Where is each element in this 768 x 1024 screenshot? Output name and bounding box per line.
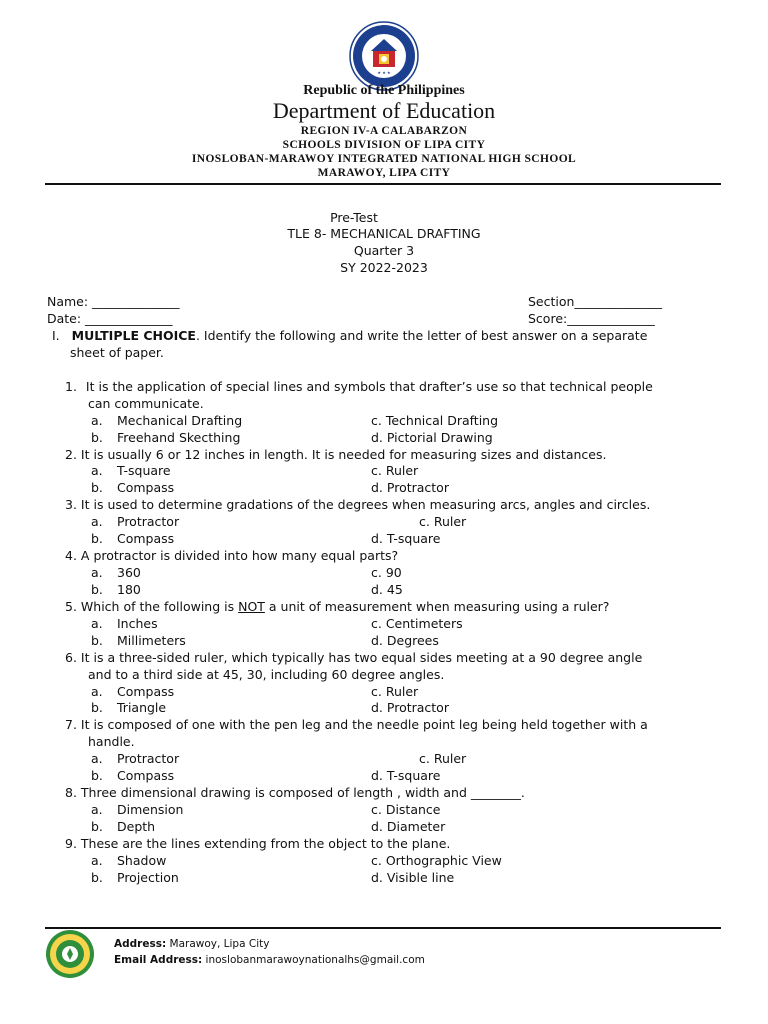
choice-text: Compass <box>117 480 175 495</box>
instructions-number: I. <box>52 328 60 343</box>
choice-b[interactable] <box>91 633 186 648</box>
question-2 <box>65 447 606 462</box>
choice-b[interactable] <box>91 819 155 834</box>
address-label: Address: <box>114 938 167 950</box>
choice-letter: b. <box>91 768 103 783</box>
name-field[interactable]: Name: ______________ <box>47 294 180 309</box>
footer-divider <box>45 927 721 929</box>
header-divider <box>45 183 721 185</box>
choice-letter: a. <box>91 684 103 699</box>
choice-b[interactable] <box>91 768 174 783</box>
choice-text: Compass <box>117 684 175 699</box>
svg-text:★ ★ ★: ★ ★ ★ <box>377 70 391 75</box>
question-9 <box>65 836 450 851</box>
question-number: 6. <box>65 650 77 665</box>
question-6 <box>65 650 642 665</box>
address-value: Marawoy, Lipa City <box>166 938 270 950</box>
choice-text: Millimeters <box>117 633 186 648</box>
question-text: Which of the following is <box>80 599 239 614</box>
choice-c[interactable]: c. Centimeters <box>371 616 463 631</box>
question-number: 3. <box>65 497 77 512</box>
question-number: 7. <box>65 717 77 732</box>
choice-letter: a. <box>91 514 103 529</box>
question-number: 4. <box>65 548 77 563</box>
question-4 <box>65 548 398 563</box>
choice-d[interactable]: d. 45 <box>371 582 403 597</box>
choice-letter: b. <box>91 531 103 546</box>
choice-b[interactable] <box>91 480 174 495</box>
question-5 <box>65 599 609 614</box>
question-number: 9. <box>65 836 77 851</box>
question-text: A protractor is divided into how many equal parts? <box>80 548 399 563</box>
choice-letter: b. <box>91 633 103 648</box>
choice-letter: a. <box>91 463 103 478</box>
choice-letter: a. <box>91 751 103 766</box>
location-heading: MARAWOY, LIPA CITY <box>317 167 451 179</box>
choice-letter: a. <box>91 413 103 428</box>
question-8 <box>65 785 525 800</box>
choice-a[interactable] <box>91 565 141 580</box>
choice-text: T-square <box>117 463 171 478</box>
republic-heading: Republic of the Philippines <box>303 83 465 98</box>
question-text: It is used to determine gradations of the degrees when measuring arcs, angles and circles. <box>80 497 651 512</box>
choice-b[interactable] <box>91 582 141 597</box>
choice-text: 180 <box>117 582 141 597</box>
department-title: Department of Education <box>272 98 496 123</box>
question-number: 8. <box>65 785 77 800</box>
choice-letter: b. <box>91 700 103 715</box>
choice-text: Projection <box>117 870 179 885</box>
question-text: It is the application of special lines and symbols that drafter’s use so that technical people <box>85 379 653 394</box>
question-text-cont: and to a third side at 45, 30, including 60 degree angles. <box>88 667 445 682</box>
question-text: It is composed of one with the pen leg and the needle point leg being held together with a <box>80 717 648 732</box>
choice-text: Shadow <box>117 853 167 868</box>
date-field[interactable]: Date: ______________ <box>47 311 173 326</box>
question-1 <box>65 379 653 394</box>
choice-d[interactable]: d. Visible line <box>371 870 455 885</box>
question-text: These are the lines extending from the object to the plane. <box>80 836 451 851</box>
question-number: 1. <box>65 379 77 394</box>
instructions-text: . Identify the following and write the letter of best answer on a separate <box>195 328 648 343</box>
choice-letter: b. <box>91 480 103 495</box>
choice-text: Compass <box>117 531 175 546</box>
choice-letter: a. <box>91 853 103 868</box>
test-subject: TLE 8- MECHANICAL DRAFTING <box>287 226 481 241</box>
test-quarter: Quarter 3 <box>353 243 415 258</box>
choice-letter: b. <box>91 870 103 885</box>
question-text: It is usually 6 or 12 inches in length. It is needed for measuring sizes and distances. <box>80 447 607 462</box>
school-logo <box>45 929 95 979</box>
question-text-cont: can communicate. <box>88 396 204 411</box>
question-text: It is a three-sided ruler, which typically has two equal sides meeting at a 90 degree angle <box>80 650 643 665</box>
choice-a[interactable] <box>91 514 179 529</box>
section-field[interactable]: Section______________ <box>528 294 662 309</box>
choice-a[interactable] <box>91 802 183 817</box>
choice-d[interactable]: d. T-square <box>371 531 441 546</box>
choice-letter: b. <box>91 430 103 445</box>
question-number: 5. <box>65 599 77 614</box>
question-emphasis: NOT <box>238 599 265 614</box>
choice-d[interactable]: d. Degrees <box>371 633 439 648</box>
choice-d[interactable]: d. Protractor <box>371 480 449 495</box>
choice-b[interactable] <box>91 531 174 546</box>
choice-a[interactable] <box>91 616 158 631</box>
choice-a[interactable] <box>91 684 174 699</box>
choice-d[interactable]: d. Diameter <box>371 819 446 834</box>
choice-c[interactable]: c. Distance <box>371 802 441 817</box>
question-3 <box>65 497 650 512</box>
email-label: Email Address: <box>114 954 203 966</box>
footer-email <box>114 954 425 966</box>
question-7 <box>65 717 648 732</box>
test-kind: Pre-Test <box>330 210 378 225</box>
region-heading: REGION IV-A CALABARZON <box>300 125 468 137</box>
question-number: 2. <box>65 447 77 462</box>
choice-c[interactable]: c. Technical Drafting <box>371 413 499 428</box>
choice-text: Mechanical Drafting <box>117 413 243 428</box>
instructions-text-cont: sheet of paper. <box>70 345 164 360</box>
choice-c[interactable]: c. Orthographic View <box>371 853 502 868</box>
choice-a[interactable] <box>91 413 242 428</box>
choice-text: 360 <box>117 565 141 580</box>
instructions-title: MULTIPLE CHOICE <box>71 328 196 343</box>
choice-d[interactable]: d. Pictorial Drawing <box>371 430 493 445</box>
instructions-line <box>52 328 647 343</box>
question-text: a unit of measurement when measuring using a ruler? <box>264 599 610 614</box>
choice-letter: b. <box>91 582 103 597</box>
choice-a[interactable] <box>91 463 171 478</box>
choice-c[interactable]: c. Ruler <box>371 684 419 699</box>
email-value: inoslobanmarawoynationalhs@gmail.com <box>202 954 425 966</box>
deped-seal-logo <box>349 21 419 91</box>
question-text: Three dimensional drawing is composed of length , width and ________. <box>80 785 525 800</box>
choice-text: Freehand Skecthing <box>117 430 241 445</box>
school-heading: INOSLOBAN-MARAWOY INTEGRATED NATIONAL HIGH SCHOOL <box>191 153 577 165</box>
choice-a[interactable] <box>91 751 179 766</box>
choice-c[interactable]: c. 90 <box>371 565 402 580</box>
choice-c[interactable]: c. Ruler <box>419 751 467 766</box>
choice-letter: a. <box>91 565 103 580</box>
choice-b[interactable] <box>91 700 166 715</box>
choice-letter: a. <box>91 616 103 631</box>
choice-c[interactable]: c. Ruler <box>419 514 467 529</box>
footer-address <box>114 938 269 950</box>
test-school-year: SY 2022-2023 <box>340 260 428 275</box>
choice-b[interactable] <box>91 870 179 885</box>
choice-letter: a. <box>91 802 103 817</box>
choice-letter: b. <box>91 819 103 834</box>
choice-d[interactable]: d. T-square <box>371 768 441 783</box>
division-heading: SCHOOLS DIVISION OF LIPA CITY <box>282 139 486 151</box>
choice-text: Protractor <box>117 751 180 766</box>
choice-d[interactable]: d. Protractor <box>371 700 449 715</box>
choice-text: Depth <box>117 819 156 834</box>
question-text-cont: handle. <box>88 734 135 749</box>
choice-text: Triangle <box>117 700 167 715</box>
choice-a[interactable] <box>91 853 166 868</box>
choice-b[interactable] <box>91 430 240 445</box>
choice-text: Compass <box>117 768 175 783</box>
choice-text: Dimension <box>117 802 184 817</box>
choice-text: Inches <box>117 616 158 631</box>
choice-c[interactable]: c. Ruler <box>371 463 419 478</box>
choice-text: Protractor <box>117 514 180 529</box>
score-field[interactable]: Score:______________ <box>528 311 655 326</box>
